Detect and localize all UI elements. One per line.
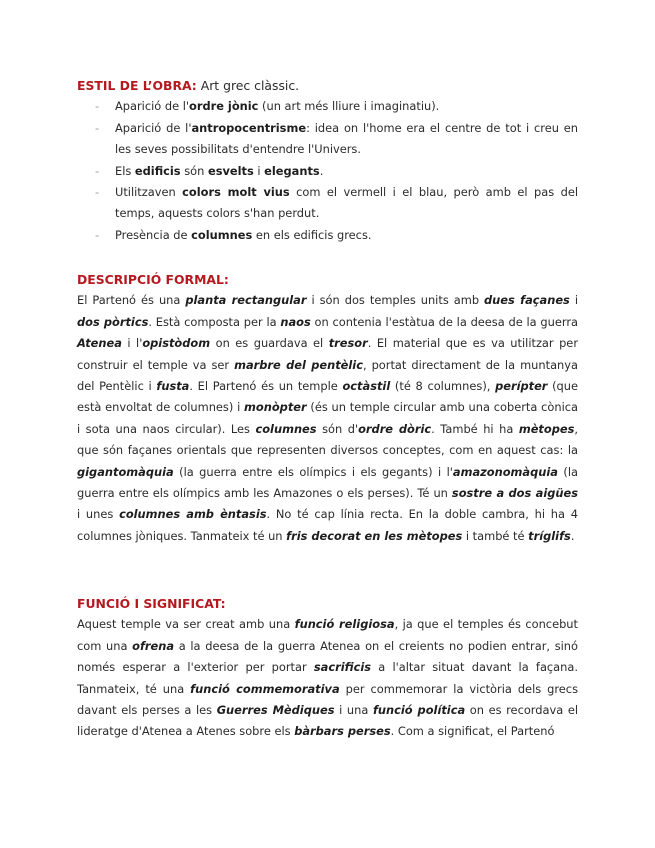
bold-italic-term: columnes	[255, 421, 317, 436]
descripcio-paragraph: El Partenó és una planta rectangular i són dos temples units amb dues façanes i dos pòrtics. Està composta per la naos on contenia l'estàtua de la deesa de la guerra Atenea i l'opistòdom on es guardava el tresor. El material que es va utilitzar per construir el temple va ser marbre del pentèlic, portat directament de la muntanya del Pentèlic i fusta. El Partenó és un temple octàstil (té 8 columnes), perípter (que està envoltat de columnes) i monòpter (és un temple circular amb una coberta cònica i sota una naos circular). Les columnes són d'ordre dòric. També hi ha mètopes, que són façanes orientals que representen diversos conceptes, com en aquest cas: la gigantomàquia (la guerra entre els olímpics i els gegants) i l'amazonomàquia (la guerra entre els olímpics amb les Amazones o els perses). Té un sostre a dos aigües i unes columnes amb èntasis. No té cap línia recta. En la doble cambra, hi ha 4 columnes jòniques. Tanmateix té un fris decorat en les mètopes i també té tríglifs.	[77, 293, 579, 543]
list-item	[77, 182, 578, 225]
bold-italic-term: Guerres Mèdiques	[216, 703, 335, 718]
list-item-text: Aparició de l'antropocentrisme: idea on l'home era el centre de tot i creu en les seves possibilitats d'entendre l'Univers.	[115, 120, 578, 157]
bold-italic-term: funció religiosa	[294, 617, 395, 632]
bold-italic-term: gigantomàquia	[77, 464, 174, 479]
bold-italic-term: Atenea	[77, 336, 122, 351]
bold-term: antropocentrisme	[191, 120, 307, 135]
bold-italic-term: amazonomàquia	[452, 464, 558, 479]
bold-italic-term: fris decorat en les mètopes	[286, 528, 463, 543]
bold-italic-term: dos pòrtics	[77, 314, 149, 329]
descripcio-heading: DESCRIPCIÓ FORMAL:	[77, 272, 229, 287]
bold-italic-term: mètopes	[518, 421, 575, 436]
bold-italic-term: sacrificis	[313, 660, 372, 675]
estil-value: Art grec clàssic.	[196, 78, 300, 93]
estil-line	[77, 75, 578, 96]
bold-italic-term: bàrbars perses	[294, 724, 391, 739]
list-item	[77, 161, 578, 182]
bold-italic-term: opistòdom	[142, 336, 211, 351]
bold-term: ordre jònic	[189, 99, 259, 114]
bold-term: columnes	[191, 227, 253, 242]
section-descripcio	[77, 269, 578, 547]
dash-bullet: -	[95, 185, 100, 200]
dash-bullet: -	[95, 120, 100, 135]
bold-term: edificis	[134, 163, 181, 178]
bold-italic-term: tresor	[328, 336, 368, 351]
bold-italic-term: ordre dòric	[358, 421, 432, 436]
estil-heading: ESTIL DE L’OBRA:	[77, 78, 197, 93]
bold-term: elegants	[264, 163, 320, 178]
bold-term: esvelts	[207, 163, 254, 178]
section-funcio	[77, 593, 578, 743]
list-item-text: Utilitzaven colors molt vius com el vermell i el blau, però amb el pas del temps, aquests colors s'han perdut.	[115, 185, 579, 221]
bold-italic-term: octàstil	[342, 379, 391, 394]
dash-bullet: -	[95, 99, 100, 114]
estil-bullet-list	[77, 96, 578, 246]
list-item	[77, 96, 578, 117]
dash-bullet: -	[95, 227, 100, 242]
funcio-paragraph: Aquest temple va ser creat amb una funció religiosa, ja que el temples és concebut com una ofrena a la deesa de la guerra Atenea on el creients no podien entrar, sinó només esperar a l'exterior per portar sacrificis a l'altar situat davant la façana. Tanmateix, té una funció commemorativa per commemorar la victòria dels grecs davant els perses a les Guerres Mèdiques i una funció política on es recordava el lideratge d'Atenea a Atenes sobre els bàrbars perses. Com a significat, el Partenó	[77, 617, 579, 739]
bold-italic-term: tríglifs	[528, 528, 571, 543]
bold-italic-term: fusta	[156, 379, 190, 394]
bold-italic-term: sostre a dos aigües	[451, 486, 579, 501]
bold-italic-term: funció política	[372, 703, 466, 718]
funcio-heading: FUNCIÓ I SIGNIFICAT:	[77, 596, 226, 611]
list-item-text: Els edificis són esvelts i elegants.	[115, 163, 324, 178]
list-item	[77, 225, 578, 246]
bold-italic-term: planta rectangular	[185, 293, 307, 308]
list-item-text: Presència de columnes en els edificis grecs.	[115, 227, 372, 242]
bold-italic-term: funció commemorativa	[190, 681, 340, 696]
bold-italic-term: perípter	[495, 379, 548, 394]
list-item	[77, 118, 578, 161]
bold-italic-term: columnes amb èntasis	[119, 507, 267, 522]
dash-bullet: -	[95, 163, 100, 178]
bold-italic-term: ofrena	[132, 638, 175, 653]
list-item-text: Aparició de l'ordre jònic (un art més lliure i imaginatiu).	[115, 99, 440, 114]
bold-italic-term: marbre del pentèlic	[234, 357, 363, 372]
section-estil	[77, 75, 578, 246]
bold-term: colors molt vius	[182, 185, 290, 200]
bold-italic-term: dues façanes	[484, 293, 570, 308]
bold-italic-term: naos	[280, 314, 311, 329]
bold-italic-term: monòpter	[244, 400, 307, 415]
